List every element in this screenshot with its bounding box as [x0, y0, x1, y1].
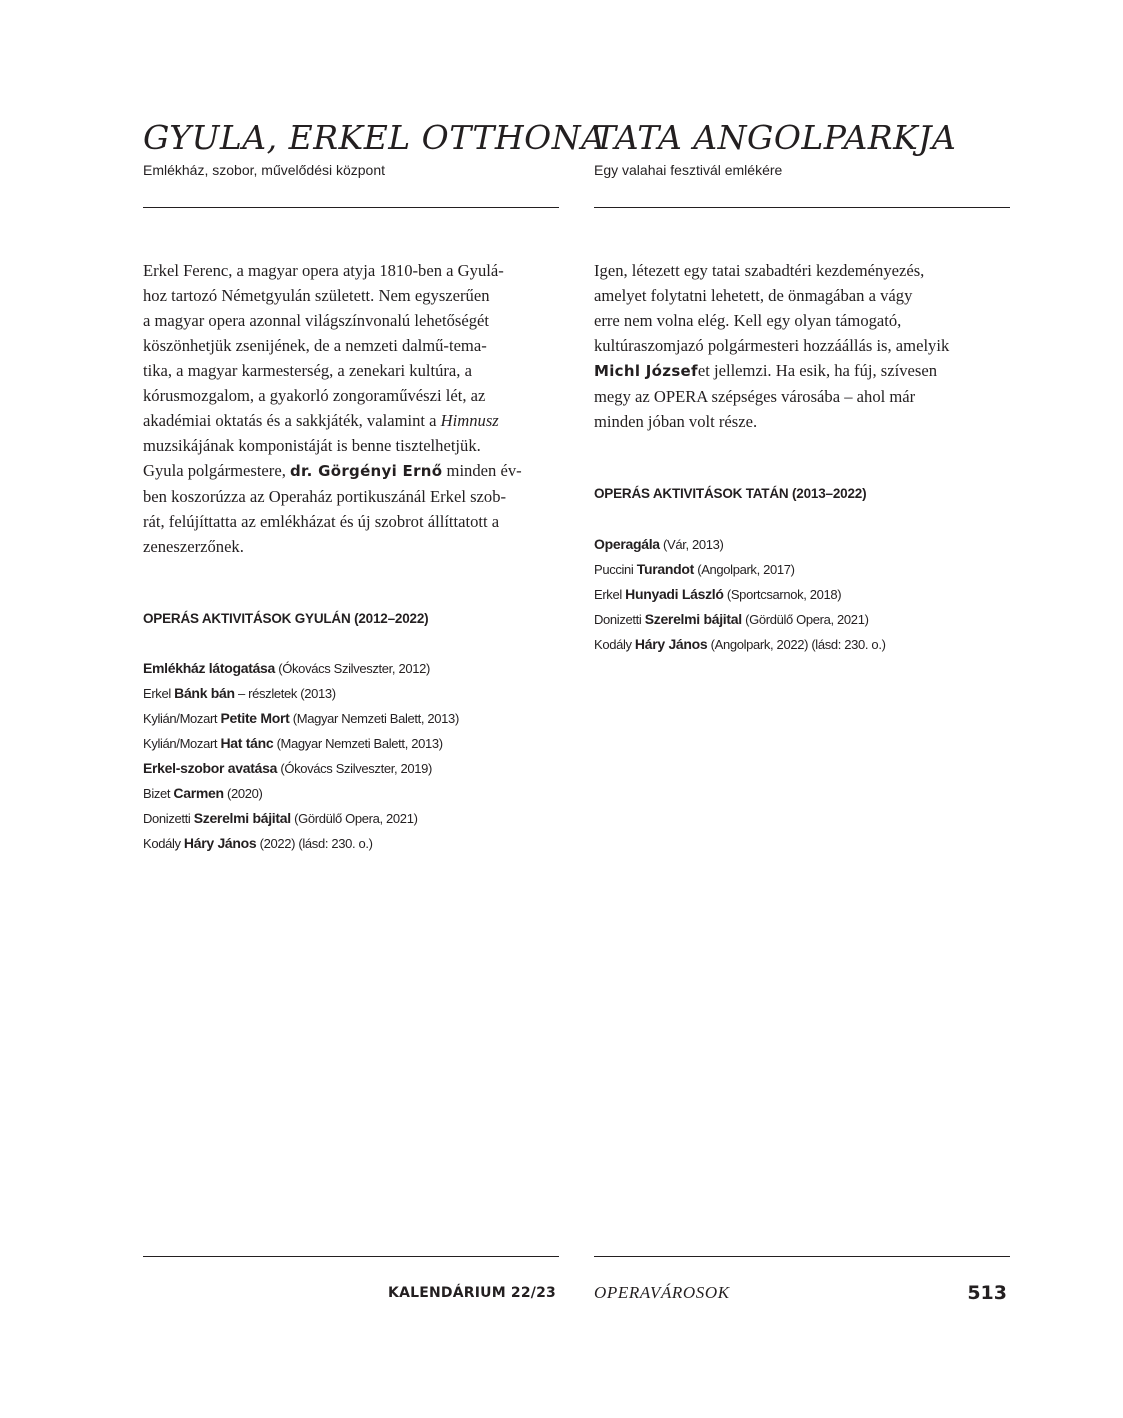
body-line: kórusmozgalom, a gyakorló zongoraművészi lét, az: [143, 386, 486, 405]
event-title: Emlékház látogatása: [143, 660, 276, 676]
event-prefix: Kodály: [143, 836, 184, 851]
event-item: [143, 831, 459, 856]
event-prefix: Donizetti: [143, 811, 194, 826]
event-item: [594, 532, 886, 557]
event-details: (Magyar Nemzeti Balett, 2013): [289, 711, 459, 726]
himnusz-title: Himnusz: [440, 411, 499, 430]
body-text-run: minden év-: [442, 461, 522, 480]
event-title: Erkel-szobor avatása: [143, 760, 278, 776]
body-text-run: akadémiai oktatás és a sakkjáték, valamint a: [143, 411, 441, 430]
event-item: [143, 731, 459, 756]
body-line: Erkel Ferenc, a magyar opera atyja 1810-ben a Gyulá-: [143, 261, 504, 280]
event-details: (Ókovács Szilveszter, 2012): [275, 661, 430, 676]
event-title: Operagála: [594, 536, 660, 552]
event-title: Hat tánc: [220, 735, 274, 751]
body-line: zeneszerzőnek.: [143, 537, 244, 556]
body-line: erre nem volna elég. Kell egy olyan támogató,: [594, 311, 902, 330]
top-rule: [143, 207, 559, 208]
event-prefix: Kodály: [594, 637, 635, 652]
body-line: [143, 408, 563, 433]
body-line: [143, 458, 563, 484]
event-item: [594, 607, 886, 632]
event-title: Carmen: [173, 785, 224, 801]
event-details: (Angolpark, 2017): [693, 562, 795, 577]
body-line: Igen, létezett egy tatai szabadtéri kezdeményezés,: [594, 261, 925, 280]
body-line: amelyet folytatni lehetett, de önmagában a vágy: [594, 286, 913, 305]
mayor-name: Michl József: [594, 362, 698, 380]
event-prefix: Bizet: [143, 786, 174, 801]
event-title: Szerelmi bájital: [193, 810, 291, 826]
event-details: (Magyar Nemzeti Balett, 2013): [273, 736, 443, 751]
mayor-name: dr. Görgényi Ernő: [290, 462, 443, 480]
body-line: kultúraszomjazó polgármesteri hozzáállás is, amelyik: [594, 336, 950, 355]
event-details: (Gördülő Opera, 2021): [290, 811, 418, 826]
event-details: (Angolpark, 2022) (lásd: 230. o.): [707, 637, 886, 652]
body-text-run: Gyula polgármestere,: [143, 461, 290, 480]
event-title: Szerelmi bájital: [644, 611, 742, 627]
body-line: [594, 358, 1014, 384]
event-item: [594, 632, 886, 657]
section-heading: OPERÁS AKTIVITÁSOK GYULÁN (2012–2022): [143, 611, 429, 626]
event-details: (2022) (lásd: 230. o.): [256, 836, 373, 851]
article-body: [143, 258, 563, 559]
article-title: TATA ANGOLPARKJA: [594, 118, 957, 157]
event-item: [143, 781, 459, 806]
event-details: (Gördülő Opera, 2021): [741, 612, 869, 627]
bottom-rule: [594, 1256, 1010, 1257]
event-details: (2020): [223, 786, 263, 801]
top-rule: [594, 207, 1010, 208]
event-details: (Sportcsarnok, 2018): [723, 587, 842, 602]
footer-magazine-title: KALENDÁRIUM 22/23: [388, 1285, 556, 1301]
event-prefix: Erkel: [143, 686, 175, 701]
body-line: tika, a magyar karmesterség, a zenekari kultúra, a: [143, 361, 472, 380]
body-text-run: et jellemzi. Ha esik, ha fúj, szívesen: [697, 361, 938, 380]
event-details: (Vár, 2013): [659, 537, 724, 552]
event-item: [594, 582, 886, 607]
body-line: köszönhetjük zsenijének, de a nemzeti dalmű-tema-: [143, 336, 487, 355]
event-prefix: Donizetti: [594, 612, 645, 627]
page-number: 513: [967, 1282, 1007, 1304]
body-line: ben koszorúzza az Operaház portikuszánál Erkel szob-: [143, 487, 507, 506]
body-line: hoz tartozó Németgyulán született. Nem egyszerűen: [143, 286, 490, 305]
event-title: Bánk bán: [174, 685, 235, 701]
event-prefix: Kylián/Mozart: [143, 711, 221, 726]
event-item: [143, 706, 459, 731]
article-subtitle: Emlékház, szobor, művelődési központ: [143, 162, 386, 178]
event-item: [594, 557, 886, 582]
event-title: Turandot: [636, 561, 694, 577]
event-prefix: Erkel: [594, 587, 626, 602]
body-line: muzsikájának komponistáját is benne tisztelhetjük.: [143, 436, 481, 455]
bottom-rule: [143, 1256, 559, 1257]
body-line: megy az OPERA szépséges városába – ahol már: [594, 387, 916, 406]
event-list: [143, 656, 459, 856]
body-line: minden jóban volt része.: [594, 412, 758, 431]
article-title: GYULA, ERKEL OTTHONA: [143, 118, 606, 157]
event-title: Háry János: [634, 636, 708, 652]
event-item: [143, 681, 459, 706]
article-body: [594, 258, 1014, 434]
article-subtitle: Egy valahai fesztivál emlékére: [594, 162, 783, 178]
event-prefix: Puccini: [594, 562, 637, 577]
event-details: (Ókovács Szilveszter, 2019): [277, 761, 433, 776]
event-item: [143, 656, 459, 681]
event-prefix: Kylián/Mozart: [143, 736, 221, 751]
event-item: [143, 806, 459, 831]
section-heading: OPERÁS AKTIVITÁSOK TATÁN (2013–2022): [594, 486, 867, 501]
event-title: Hunyadi László: [625, 586, 724, 602]
footer-section-title: OPERAVÁROSOK: [594, 1283, 730, 1302]
event-list: [594, 532, 886, 657]
body-line: rát, felújíttatta az emlékházat és új szobrot állíttatott a: [143, 512, 500, 531]
event-title: Háry János: [183, 835, 257, 851]
event-details: – részletek (2013): [234, 686, 336, 701]
body-line: a magyar opera azonnal világszínvonalú lehetőségét: [143, 311, 490, 330]
event-title: Petite Mort: [220, 710, 290, 726]
event-item: [143, 756, 459, 781]
